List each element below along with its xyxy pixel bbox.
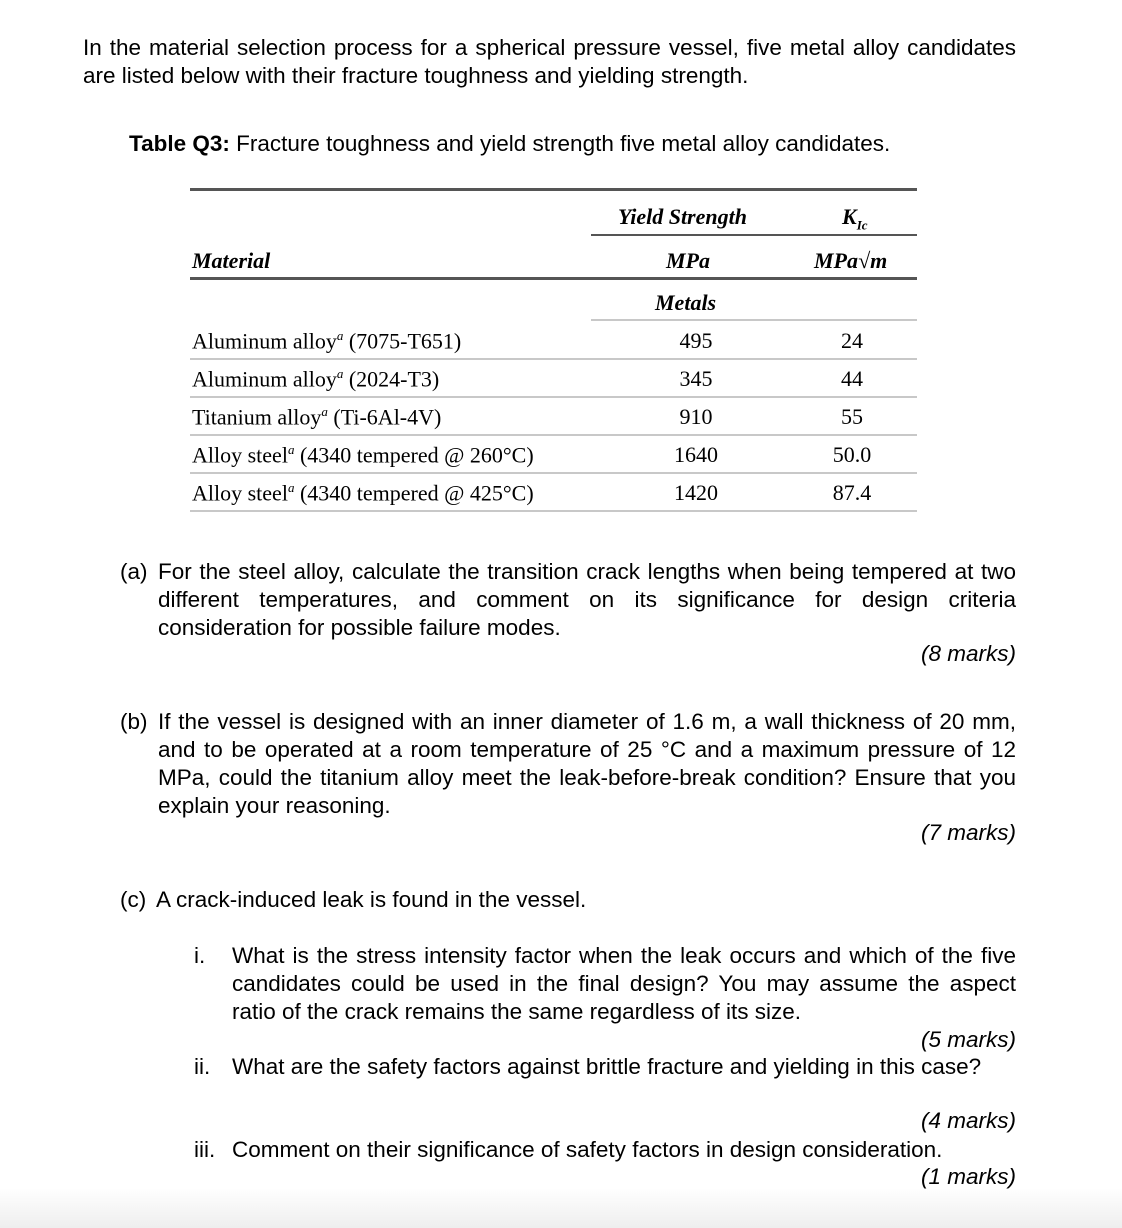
row-2-yield: 345: [679, 366, 713, 391]
table-top-rule: [190, 188, 917, 191]
question-a-text: For the steel alloy, calculate the transition crack lengths when being tempered at two different temperatures, and comment on its significance for design criteria consideration for possible failure modes.: [158, 559, 1016, 640]
question-a-label: (a): [120, 559, 148, 584]
row-5-material: Alloy steel$^a$ (4340 tempered @ 425°C): [192, 480, 534, 506]
question-c-iii-label: iii.: [194, 1137, 216, 1162]
question-c-ii-marks: (4 marks): [921, 1108, 1016, 1133]
row-2-rule: [190, 396, 917, 398]
intro-paragraph: In the material selection process for a spherical pressure vessel, five metal alloy candidates are listed below with their fracture toughness and yielding strength.: [83, 35, 1016, 88]
table-caption: [129, 130, 890, 158]
header-material: Material: [192, 248, 271, 273]
header-bottom-rule: [190, 277, 917, 280]
question-b-label: (b): [120, 709, 148, 734]
question-b-marks: (7 marks): [921, 820, 1016, 845]
alloy-table: [190, 188, 917, 518]
page-bottom-shadow: [0, 1188, 1122, 1228]
question-c-ii-label: ii.: [194, 1054, 211, 1079]
question-c-iii-text: Comment on their significance of safety factors in design consideration.: [232, 1137, 943, 1162]
header-kic-main: K: [842, 204, 857, 229]
question-c-ii-text: What are the safety factors against brittle fracture and yielding in this case?: [232, 1054, 982, 1079]
question-c-i-text: What is the stress intensity factor when the leak occurs and which of the five candidates could be used in the final design? You may assume the aspect ratio of the crack remains the same regardless of its size.: [232, 943, 1016, 1024]
row-5-yield: 1420: [674, 480, 718, 505]
row-1-yield: 495: [679, 328, 713, 353]
row-1-kic: 24: [841, 328, 863, 353]
row-4-material: Alloy steel$^a$ (4340 tempered @ 260°C): [192, 442, 534, 468]
header-span-rule: [591, 234, 917, 236]
group-label-metals: Metals: [655, 290, 717, 315]
question-c-label: (c): [120, 887, 147, 912]
row-1-material: Aluminum alloy$^a$ (7075-T651): [192, 328, 462, 354]
row-4-kic: 50.0: [832, 442, 872, 467]
row-2-material: Aluminum alloy$^a$ (2024-T3): [192, 366, 440, 392]
row-3-material: Titanium alloy$^a$ (Ti-6Al-4V): [192, 404, 442, 430]
row-3-kic: 55: [841, 404, 863, 429]
question-c-text: A crack-induced leak is found in the vessel.: [156, 887, 587, 912]
table-bottom-rule: [190, 510, 917, 512]
row-5-kic: 87.4: [832, 480, 872, 505]
question-c-i-label: i.: [194, 943, 206, 968]
row-1-rule: [190, 358, 917, 360]
row-3-rule: [190, 434, 917, 436]
row-2-kic: 44: [841, 366, 863, 391]
row-4-yield: 1640: [674, 442, 718, 467]
row-4-rule: [190, 472, 917, 474]
header-yield-unit: MPa: [666, 248, 710, 273]
question-a-marks: (8 marks): [921, 641, 1016, 666]
header-yield-strength: Yield Strength: [618, 204, 747, 229]
table-caption-label: Table Q3:: [129, 131, 230, 156]
row-3-yield: 910: [679, 404, 713, 429]
table-caption-text: Fracture toughness and yield strength five metal alloy candidates.: [236, 131, 891, 156]
header-kic: [842, 204, 868, 233]
question-c-i-marks: (5 marks): [921, 1027, 1016, 1052]
group-rule: [591, 319, 917, 321]
question-c-iii-marks: (1 marks): [921, 1164, 1016, 1189]
question-b-text: If the vessel is designed with an inner diameter of 1.6 m, a wall thickness of 20 mm, and to be operated at a room temperature of 25 °C and a maximum pressure of 12 MPa, could the titanium alloy meet the leak-before-break condition? Ensure that you explain your reasoning.: [158, 709, 1016, 818]
header-kic-sub: Ic: [856, 217, 868, 233]
header-kic-unit: MPa√m: [814, 248, 888, 273]
